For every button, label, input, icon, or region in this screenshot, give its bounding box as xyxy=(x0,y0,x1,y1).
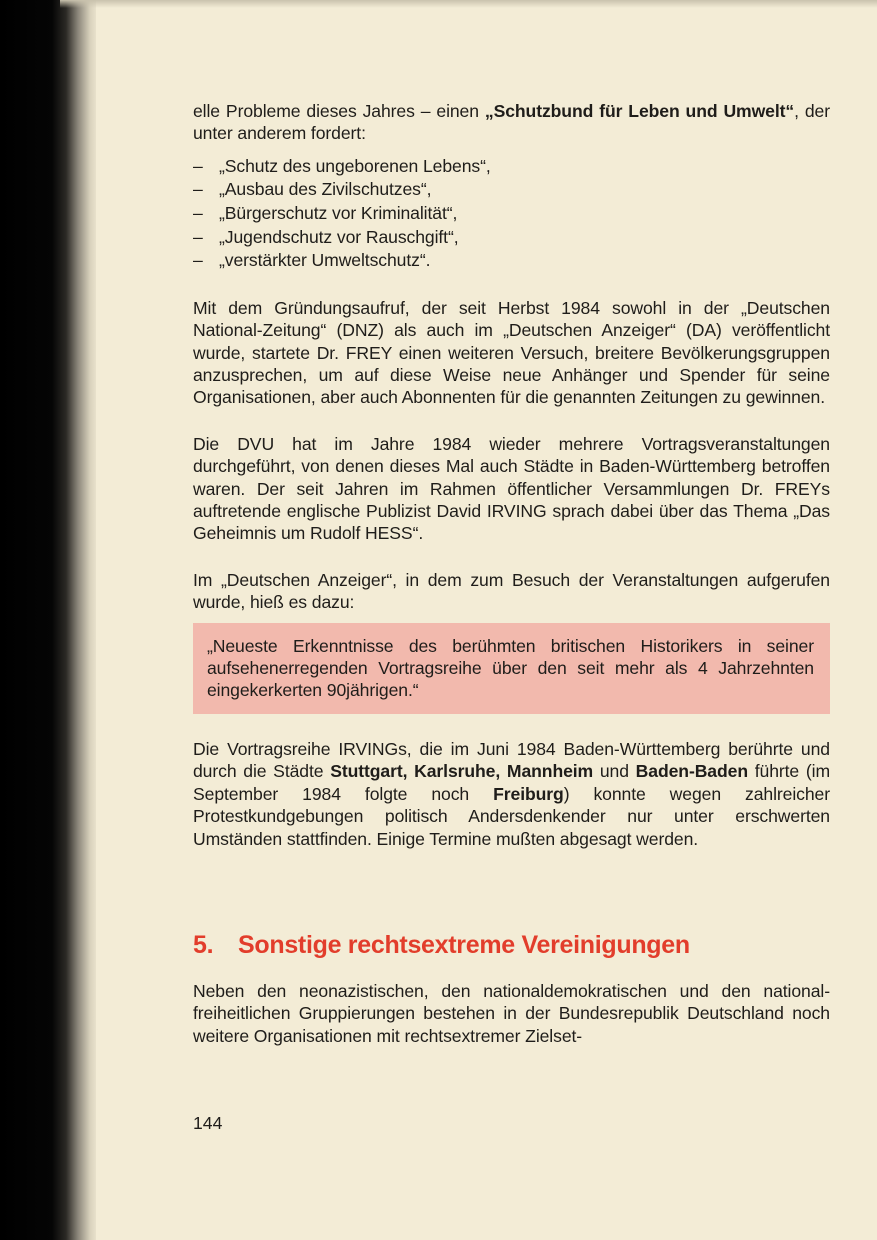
paragraph-deutscher-anzeiger: Im „Deutschen Anzeiger“, in dem zum Besuch der Veranstaltungen aufgerufen wurde, hieß es dazu: xyxy=(193,569,830,613)
list-item xyxy=(193,155,830,179)
text-run: führte (im September 1984 folgte noch xyxy=(193,761,830,804)
section-heading xyxy=(193,930,830,960)
paragraph-founding-call: Mit dem Gründungsaufruf, der seit Herbst 1984 sowohl in der „Deutschen National-Zeitung“ (DNZ) als auch im „Deutschen Anzeiger“ (DA) veröffentlicht wurde, startete Dr. FREY einen weiteren Versuch, breitere Bevölkerungsgruppen anzusprechen, um auf diese Weise neue Anhänger und Spender für seine Organisationen, aber auch Abonnenten für die genannten Zeitungen zu gewinnen. xyxy=(193,297,830,408)
demands-list xyxy=(193,155,830,273)
list-item-text: „Ausbau des Zivilschutzes“, xyxy=(219,179,432,200)
page-number: 144 xyxy=(193,1113,223,1133)
intro-paragraph xyxy=(193,100,830,145)
text-run: und xyxy=(593,761,636,782)
bold-city-freiburg: Freiburg xyxy=(493,783,564,804)
intro-bold-title: „Schutzbund für Leben und Umwelt“ xyxy=(484,101,795,121)
highlighted-quote: „Neueste Erkenntnisse des berühmten britischen Historikers in seiner aufsehenerregenden Vortragsreihe über den seit mehr als 4 Jahrzehnten eingekerkerten 90jährigen.“ xyxy=(193,623,830,714)
page-top-shade xyxy=(60,0,877,8)
list-item xyxy=(193,226,830,250)
list-item-text: „Bürgerschutz vor Kriminalität“, xyxy=(219,203,458,223)
list-item-text: „verstärkter Umweltschutz“. xyxy=(219,250,431,271)
paragraph-other-organisations: Neben den neonazistischen, den nationaldemokratischen und den national-freiheitlichen Gruppierungen bestehen in der Bundesrepublik Deutschland noch weitere Organisationen mit rechtsextremer Zielset- xyxy=(193,980,830,1046)
list-item-text: „Jugendschutz vor Rauschgift“, xyxy=(219,226,459,247)
list-item xyxy=(193,249,830,273)
book-binding-shadow xyxy=(0,0,96,1240)
intro-text-end: , der unter anderem fordert: xyxy=(193,101,830,144)
text-run: ) konnte wegen zahlreicher Protestkundgebungen politisch Andersdenkender nur unter erschwerten Umständen stattfinden. Einige Termine mußten abgesagt werden. xyxy=(193,783,830,849)
text-run: Die Vortragsreihe IRVINGs, die im Juni 1984 Baden-Württemberg berührte und durch die Städte xyxy=(193,738,830,782)
paragraph-irving-tour xyxy=(193,738,830,850)
bold-city-baden-baden: Baden-Baden xyxy=(635,761,748,782)
paragraph-dvu-lectures: Die DVU hat im Jahre 1984 wieder mehrere Vortragsveranstaltungen durchgeführt, von denen dieses Mal auch Städte in Baden-Württemberg betroffen waren. Der seit Jahren im Rahmen öffentlicher Versammlungen Dr. FREYs auftretende englische Publizist David IRVING sprach dabei über das Thema „Das Geheimnis um Rudolf HESS“. xyxy=(193,433,830,544)
list-dash: – xyxy=(193,155,203,176)
section-title: Sonstige rechtsextreme Vereinigungen xyxy=(238,930,690,959)
intro-text-start: elle Probleme dieses Jahres – einen xyxy=(193,101,485,121)
list-item xyxy=(193,178,830,202)
section-number: 5. xyxy=(193,930,214,959)
list-item xyxy=(193,202,830,226)
list-dash: – xyxy=(193,203,203,223)
list-dash: – xyxy=(193,179,203,200)
list-dash: – xyxy=(193,226,203,247)
bold-city-names: Stuttgart, Karlsruhe, Mannheim xyxy=(330,761,594,782)
page-body xyxy=(193,98,830,1047)
list-dash: – xyxy=(193,250,203,271)
list-item-text: „Schutz des ungeborenen Lebens“, xyxy=(219,155,491,176)
